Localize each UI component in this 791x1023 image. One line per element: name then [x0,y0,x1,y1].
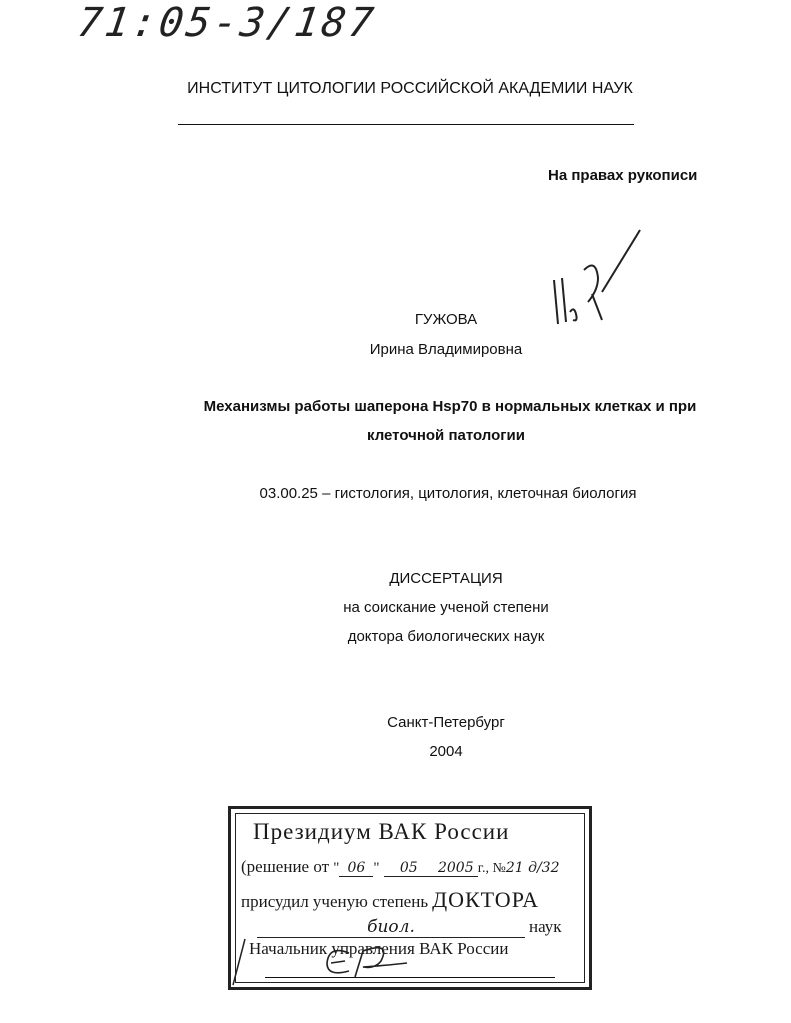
stamp-decision-line: (решение от " 06 " 05 2005 г., №21 д/32 [241,857,560,876]
vak-stamp [228,806,592,990]
author-name: Ирина Владимировна [369,341,523,358]
document-type: ДИССЕРТАЦИЯ [389,570,503,587]
institute-name: ИНСТИТУТ ЦИТОЛОГИИ РОССИЙСКОЙ АКАДЕМИИ НАУК [187,80,633,97]
year: 2004 [429,743,463,760]
city: Санкт-Петербург [387,714,505,731]
author-surname: ГУЖОВА [414,311,478,328]
rights-note: На правах рукописи [548,167,698,184]
stamp-field: биол. [257,917,525,938]
dissertation-title-line1: Механизмы работы шаперона Hsp70 в нормальных клетках и при [203,398,697,415]
stamp-decision-prefix: (решение от [241,857,330,876]
degree-purpose-line1: на соискание ученой степени [343,599,549,616]
dissertation-title-line2: клеточной патологии [367,427,525,444]
degree-purpose-line2: доктора биологических наук [347,628,545,645]
stamp-awarded-text: присудил ученую степень [241,892,429,911]
specialty-code: 03.00.25 – гистология, цитология, клеточная биология [259,485,637,502]
institute-underline [178,124,634,125]
stamp-field-suffix: наук [529,917,562,936]
stamp-month: 05 [384,860,434,877]
stamp-degree: ДОКТОРА [432,887,540,912]
stamp-day: 06 [339,860,373,877]
stamp-header: Президиум ВАК России [253,819,510,844]
stamp-awarded-line [241,887,539,913]
stamp-chief: Начальник управления ВАК России [249,939,509,958]
stamp-year-suffix: г., № [477,861,506,876]
stamp-year: 2005 [434,860,478,877]
stamp-signature [231,919,431,989]
stamp-number: 21 д/32 [505,860,560,876]
archive-code: 71:05-3/187 [74,0,380,46]
